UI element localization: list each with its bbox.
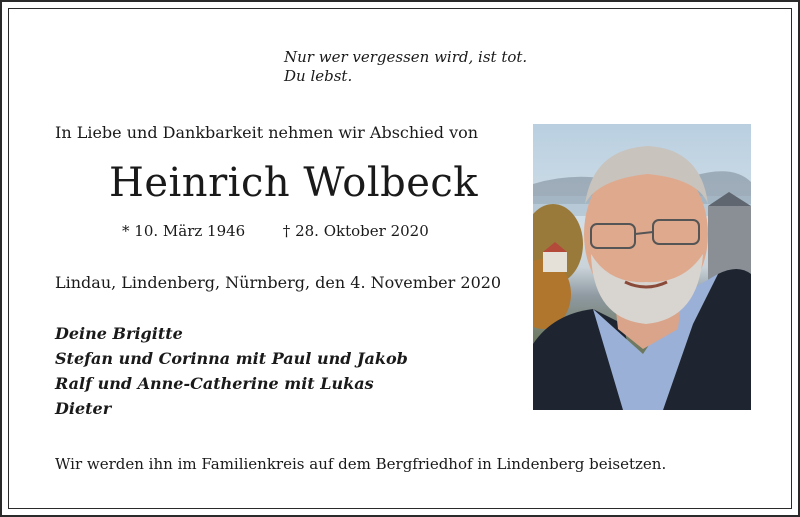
birth-date: 10. März 1946 <box>134 222 246 240</box>
motto <box>284 48 527 86</box>
death-symbol: † <box>282 222 291 240</box>
place-and-date: Lindau, Lindenberg, Nürnberg, den 4. November 2020 <box>55 273 502 292</box>
motto-line-1: Nur wer vergessen wird, ist tot. <box>284 48 528 66</box>
motto-line-2: Du lebst. <box>284 67 353 85</box>
family-member: Dieter <box>55 399 112 418</box>
family-member: Deine Brigitte <box>55 324 183 343</box>
birth-symbol: * <box>122 222 130 240</box>
family-member: Ralf und Anne-Catherine mit Lukas <box>55 374 374 393</box>
burial-note: Wir werden ihn im Familienkreis auf dem Bergfriedhof in Lindenberg beisetzen. <box>55 455 667 473</box>
life-dates <box>122 222 429 240</box>
death-date: 28. Oktober 2020 <box>295 222 429 240</box>
portrait-photo <box>533 124 751 410</box>
intro-text: In Liebe und Dankbarkeit nehmen wir Abschied von <box>55 123 479 142</box>
family-list <box>55 321 408 421</box>
portrait-illustration <box>533 124 751 410</box>
deceased-name: Heinrich Wolbeck <box>108 160 479 206</box>
family-member: Stefan und Corinna mit Paul und Jakob <box>55 349 408 368</box>
